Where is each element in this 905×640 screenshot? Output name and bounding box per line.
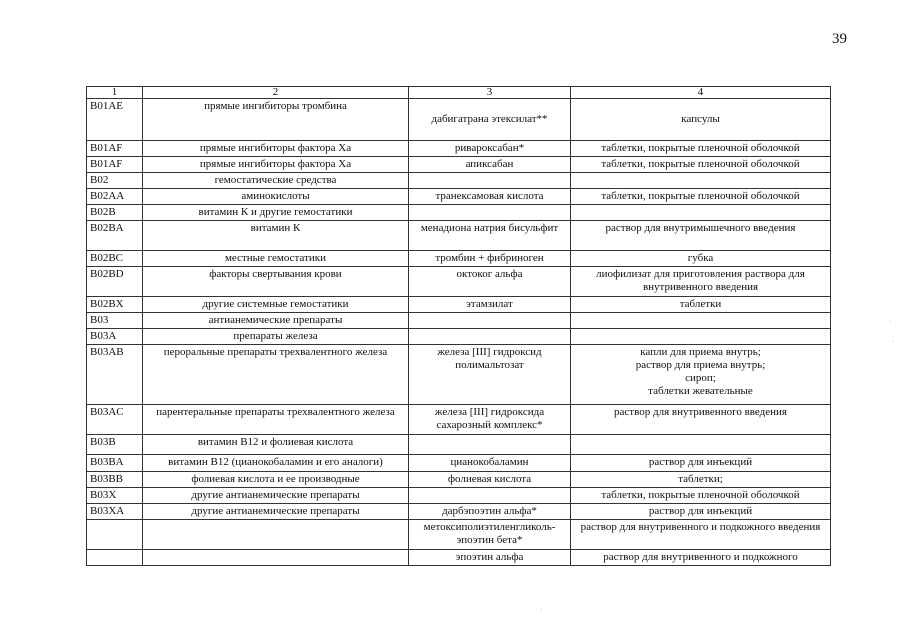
cell-group: местные гемостатики	[143, 251, 409, 267]
margin-mark: ·	[892, 338, 895, 346]
cell-form: раствор для инъекций	[571, 455, 831, 472]
cell-drug: менадиона натрия бисульфит	[409, 221, 571, 251]
table-row	[87, 221, 831, 251]
cell-form: губка	[571, 251, 831, 267]
cell-code: B02BA	[87, 221, 143, 251]
cell-group: витамин B12 и фолиевая кислота	[143, 435, 409, 455]
table-body	[87, 99, 831, 566]
column-header: 2	[143, 87, 409, 99]
cell-code	[87, 550, 143, 566]
cell-group	[143, 550, 409, 566]
cell-form: раствор для внутривенного и подкожного введения	[571, 520, 831, 550]
table-row	[87, 251, 831, 267]
cell-group: аминокислоты	[143, 189, 409, 205]
cell-code: B03A	[87, 329, 143, 345]
cell-drug	[409, 329, 571, 345]
cell-form: таблетки	[571, 297, 831, 313]
cell-code: B01AF	[87, 157, 143, 173]
margin-mark: ·	[889, 318, 892, 326]
table-row	[87, 313, 831, 329]
cell-code: B02	[87, 173, 143, 189]
cell-code: B03XA	[87, 504, 143, 520]
table-row	[87, 504, 831, 520]
cell-form	[571, 329, 831, 345]
cell-code: B02B	[87, 205, 143, 221]
table-row	[87, 297, 831, 313]
cell-form: капли для приема внутрь; раствор для приема внутрь; сироп; таблетки жевательные	[571, 345, 831, 405]
cell-drug: железа [III] гидроксида сахарозный комплекс*	[409, 405, 571, 435]
column-header: 1	[87, 87, 143, 99]
cell-group: пероральные препараты трехвалентного железа	[143, 345, 409, 405]
cell-drug: апиксабан	[409, 157, 571, 173]
cell-group: витамин К и другие гемостатики	[143, 205, 409, 221]
cell-drug: фолиевая кислота	[409, 472, 571, 488]
cell-drug: метоксиполиэтиленгликоль-эпоэтин бета*	[409, 520, 571, 550]
margin-mark: ·	[540, 606, 543, 614]
cell-form: раствор для внутривенного и подкожного	[571, 550, 831, 566]
cell-code: B03AC	[87, 405, 143, 435]
cell-drug	[409, 313, 571, 329]
cell-code: B02AA	[87, 189, 143, 205]
cell-form: раствор для инъекций	[571, 504, 831, 520]
cell-group: витамин B12 (цианокобаламин и его аналоги)	[143, 455, 409, 472]
cell-group: прямые ингибиторы фактора Ха	[143, 157, 409, 173]
cell-code: B02BX	[87, 297, 143, 313]
cell-group: препараты железа	[143, 329, 409, 345]
cell-form: раствор для внутримышечного введения	[571, 221, 831, 251]
cell-group: другие антианемические препараты	[143, 504, 409, 520]
table-row	[87, 99, 831, 141]
cell-form: таблетки, покрытые пленочной оболочкой	[571, 189, 831, 205]
cell-group: другие системные гемостатики	[143, 297, 409, 313]
cell-code: B03B	[87, 435, 143, 455]
cell-group: гемостатические средства	[143, 173, 409, 189]
cell-code: B02BC	[87, 251, 143, 267]
cell-form	[571, 313, 831, 329]
column-header: 4	[571, 87, 831, 99]
cell-code: B03BB	[87, 472, 143, 488]
cell-form: таблетки, покрытые пленочной оболочкой	[571, 141, 831, 157]
cell-code: B01AE	[87, 99, 143, 141]
cell-group: антианемические препараты	[143, 313, 409, 329]
cell-code: B02BD	[87, 267, 143, 297]
cell-form: лиофилизат для приготовления раствора для внутривенного введения	[571, 267, 831, 297]
cell-group: другие антианемические препараты	[143, 488, 409, 504]
cell-form	[571, 173, 831, 189]
table-row	[87, 472, 831, 488]
cell-form	[571, 435, 831, 455]
table-row	[87, 488, 831, 504]
drug-classification-table	[86, 86, 831, 566]
cell-group: прямые ингибиторы фактора Ха	[143, 141, 409, 157]
cell-group	[143, 520, 409, 550]
cell-drug: ривароксабан*	[409, 141, 571, 157]
cell-code	[87, 520, 143, 550]
cell-drug: транексамовая кислота	[409, 189, 571, 205]
table-row	[87, 405, 831, 435]
table-row	[87, 345, 831, 405]
cell-form: раствор для внутривенного введения	[571, 405, 831, 435]
table-row	[87, 267, 831, 297]
cell-form	[571, 205, 831, 221]
cell-code: B01AF	[87, 141, 143, 157]
cell-drug: дарбэпоэтин альфа*	[409, 504, 571, 520]
cell-group: парентеральные препараты трехвалентного железа	[143, 405, 409, 435]
cell-drug: цианокобаламин	[409, 455, 571, 472]
cell-drug	[409, 488, 571, 504]
cell-group: фолиевая кислота и ее производные	[143, 472, 409, 488]
table-row	[87, 329, 831, 345]
table-row	[87, 189, 831, 205]
cell-drug: этамзилат	[409, 297, 571, 313]
table-row	[87, 173, 831, 189]
cell-code: B03AB	[87, 345, 143, 405]
cell-drug	[409, 435, 571, 455]
cell-form: таблетки;	[571, 472, 831, 488]
cell-group: факторы свертывания крови	[143, 267, 409, 297]
cell-drug: железа [III] гидроксид полимальтозат	[409, 345, 571, 405]
table-row	[87, 455, 831, 472]
cell-code: B03	[87, 313, 143, 329]
table-row	[87, 435, 831, 455]
cell-drug	[409, 205, 571, 221]
cell-group: витамин К	[143, 221, 409, 251]
cell-form: таблетки, покрытые пленочной оболочкой	[571, 488, 831, 504]
column-header: 3	[409, 87, 571, 99]
cell-code: B03BA	[87, 455, 143, 472]
cell-code: B03X	[87, 488, 143, 504]
cell-drug: дабигатрана этексилат**	[409, 99, 571, 141]
table-row	[87, 141, 831, 157]
table-row	[87, 520, 831, 550]
cell-form: таблетки, покрытые пленочной оболочкой	[571, 157, 831, 173]
table-row	[87, 157, 831, 173]
table-row	[87, 550, 831, 566]
cell-drug: эпоэтин альфа	[409, 550, 571, 566]
cell-form: капсулы	[571, 99, 831, 141]
page-number: 39	[832, 31, 847, 47]
cell-drug: тромбин + фибриноген	[409, 251, 571, 267]
cell-drug: октоког альфа	[409, 267, 571, 297]
cell-drug	[409, 173, 571, 189]
table-header-row	[87, 87, 831, 99]
cell-group: прямые ингибиторы тромбина	[143, 99, 409, 141]
table-row	[87, 205, 831, 221]
